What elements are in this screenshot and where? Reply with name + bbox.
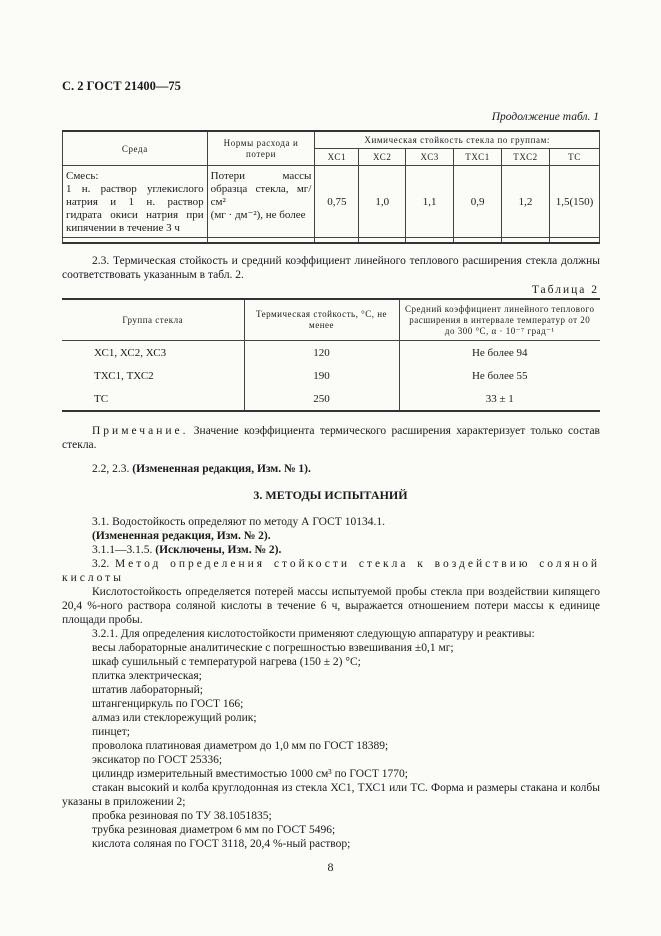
cell-group: ТС [62, 387, 244, 411]
list-item: плитка электрическая; [92, 670, 202, 682]
col-header-sreda: Среда [63, 131, 208, 166]
cell-thermal: 190 [244, 364, 399, 387]
table-continuation-label: Продолжение табл. 1 [491, 111, 599, 123]
cell-group: ТХС1, ТХС2 [62, 364, 244, 387]
cell-norm [207, 166, 315, 238]
list-item: шкаф сушильный с температурой нагрева (150 ± 2) °С; [92, 656, 361, 668]
cell-sreda [63, 166, 208, 238]
paragraph-3-1: 3.1. Водостойкость определяют по методу А ГОСТ 10134.1. [92, 516, 385, 528]
norm-line-1: Потери массы образца стекла, мг/см² [210, 170, 312, 208]
table-1-continuation [62, 130, 600, 244]
edit-ref-text: (Измененная редакция, Изм. № 1). [132, 463, 311, 475]
list-item: штангенциркуль по ГОСТ 166; [92, 698, 244, 710]
cell-coef: 33 ± 1 [399, 387, 600, 411]
p3-1-1-number: 3.1.1—3.1.5. [92, 544, 156, 556]
list-item: пробка резиновая по ТУ 38.1051835; [92, 810, 272, 822]
list-item: весы лабораторные аналитические с погрешностью взвешивания ±0,1 мг; [92, 642, 454, 654]
p3-2-title: Метод определения стойкости стекла к воздействию соляной кислоты [62, 558, 600, 584]
group-header: ТХС1 [454, 149, 502, 166]
col-header-coef: Средний коэффициент линейного теплового расширения в интервале температур от 20 до 300 °С, α · 10⁻⁷ град⁻¹ [399, 299, 600, 341]
cell-value: 1,1 [406, 166, 454, 238]
edit-reference [92, 462, 311, 476]
paragraph-3-2-text: Кислотостойкость определяется потерей массы испытуемой пробы стекла при воздействии кипящего 20,4 %-ного раствора соляной кислоты в течение 6 ч, выражается отношением потери массы к единице площади пробы. [62, 586, 600, 626]
group-header: ХС2 [359, 149, 406, 166]
edit-ref-number: 2.2, 2.3. [92, 463, 133, 475]
cell-coef: Не более 94 [399, 341, 600, 365]
cell-value: 1,0 [359, 166, 406, 238]
list-item: проволока платиновая диаметром до 1,0 мм по ГОСТ 18389; [92, 740, 389, 752]
list-item: цилиндр измерительный вместимостью 1000 см³ по ГОСТ 1770; [92, 768, 408, 780]
paragraph-3-2-1: 3.2.1. Для определения кислотостойкости применяют следующую аппаратуру и реактивы: [92, 628, 535, 640]
page-number: 8 [327, 860, 334, 874]
list-item: эксикатор по ГОСТ 25336; [92, 754, 223, 766]
note-text: Значение коэффициента термического расширения характеризует только состав стекла. [62, 425, 600, 451]
paragraph-3-1-1 [62, 543, 600, 557]
list-item: штатив лабораторный; [92, 684, 203, 696]
cell-thermal: 250 [244, 387, 399, 411]
sreda-line-2: 1 н. раствор углекислого натрия и 1 н. раствор гидрата окиси натрия при кипячении в течение 3 ч [66, 183, 204, 234]
group-header: ХС1 [315, 149, 359, 166]
table-2 [62, 298, 600, 412]
list-item: пинцет; [92, 726, 130, 738]
p3-2-number: 3.2. [92, 558, 116, 570]
paragraph-3-2 [62, 557, 600, 585]
cell-thermal: 120 [244, 341, 399, 365]
list-item: алмаз или стеклорежущий ролик; [92, 712, 257, 724]
col-header-group: Группа стекла [62, 299, 244, 341]
group-header: ТХС2 [502, 149, 550, 166]
cell-coef: Не более 55 [399, 364, 600, 387]
section-3-body [62, 515, 600, 851]
list-item: кислота соляная по ГОСТ 3118, 20,4 %-ный раствор; [92, 838, 351, 850]
sreda-line-1: Смесь: [66, 170, 99, 182]
group-header: ХС3 [406, 149, 454, 166]
table-2-label: Таблица 2 [531, 284, 599, 296]
col-header-groups: Химическая стойкость стекла по группам: [315, 131, 600, 149]
norm-line-2: (мг · дм⁻²), не более [210, 209, 306, 221]
list-item: трубка резиновая диаметром 6 мм по ГОСТ 5496; [92, 824, 336, 836]
note-label: Примечание. [92, 425, 189, 437]
table-2-note [62, 424, 600, 452]
paragraph-2-3: 2.3. Термическая стойкость и средний коэффициент линейного теплового расширения стекла должны соответствовать указанным в табл. 2. [62, 255, 600, 281]
cell-value: 0,9 [454, 166, 502, 238]
section-title: 3. МЕТОДЫ ИСПЫТАНИЙ [253, 488, 408, 502]
cell-value: 1,5(150) [549, 166, 599, 238]
col-header-thermal: Термическая стойкость, °С, не менее [244, 299, 399, 341]
page-header: С. 2 ГОСТ 21400—75 [62, 79, 181, 93]
cell-group: ХС1, ХС2, ХС3 [62, 341, 244, 365]
group-header: ТС [549, 149, 599, 166]
p3-1-1-text: (Исключены, Изм. № 2). [155, 544, 282, 556]
cell-value: 0,75 [315, 166, 359, 238]
list-item: стакан высокий и колба круглодонная из стекла ХС1, ТХС1 или ТС. Форма и размеры стакана и колбы указаны в приложении 2; [62, 782, 600, 808]
cell-value: 1,2 [502, 166, 550, 238]
col-header-norm: Нормы расхода и потери [207, 131, 315, 166]
paragraph-3-1-edit: (Измененная редакция, Изм. № 2). [92, 530, 271, 542]
